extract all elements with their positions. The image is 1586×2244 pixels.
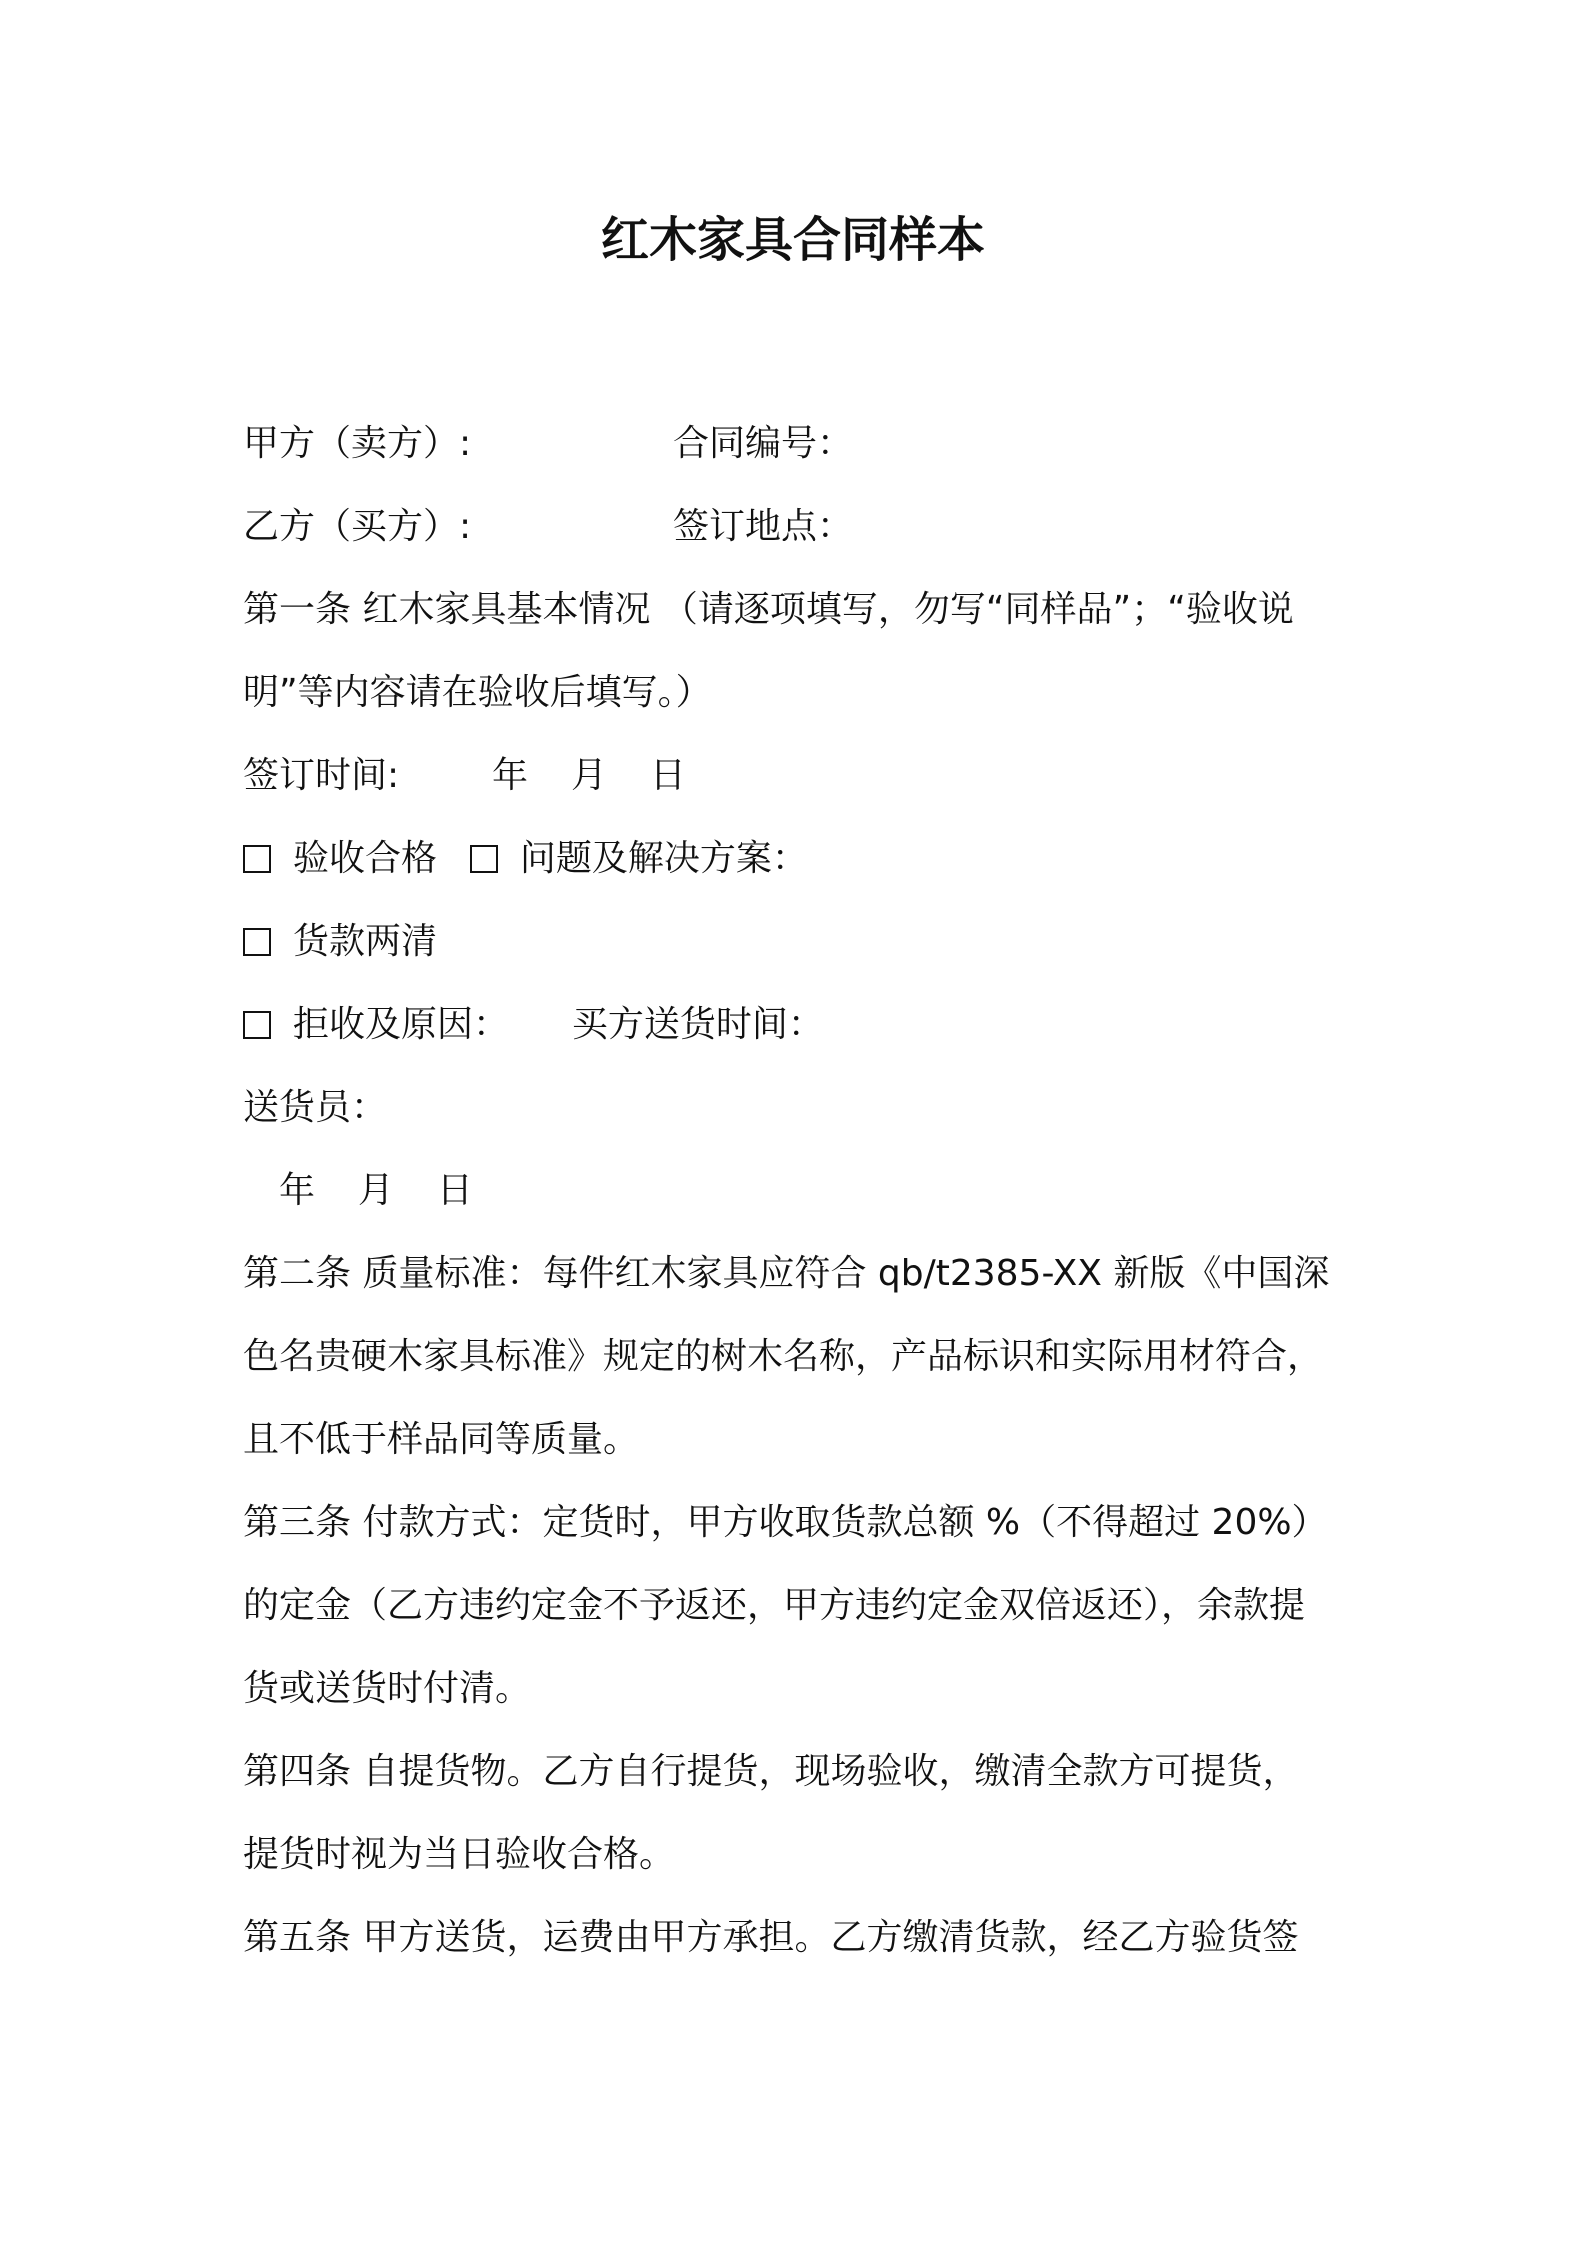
party-row-seller (243, 402, 1363, 485)
delivery-time-label: 买方送货时间： (571, 1004, 824, 1045)
buyer-label: 乙方（买方）: (243, 506, 472, 547)
check-pass-label: 验收合格 (293, 838, 438, 879)
article-5-line-1: 第五条 甲方送货，运费由甲方承担。乙方缴清货款，经乙方验货签 (243, 1917, 1299, 1958)
document-title: 红木家具合同样本 (600, 212, 985, 268)
delivery-date-row (243, 1149, 1363, 1232)
article-1-line-1: 第一条 红木家具基本情况 （请逐项填写，勿写“同样品”；“验收说 (243, 589, 1294, 630)
delivery-year: 年 (279, 1170, 316, 1211)
article-2-line-2: 色名贵硬木家具标准》规定的树木名称，产品标识和实际用材符合， (243, 1336, 1324, 1377)
party-row-buyer (243, 485, 1363, 568)
article-1-line-2: 明”等内容请在验收后填写。） (243, 672, 712, 713)
issue-checkbox[interactable] (470, 845, 498, 873)
check-row-2 (243, 900, 1363, 983)
sign-year: 年 (492, 755, 529, 796)
deliverer-label: 送货员： (243, 1087, 388, 1128)
paid-clear-label: 货款两清 (293, 921, 438, 962)
deliverer-row (243, 1066, 1363, 1149)
document-body (243, 402, 1363, 1979)
article-4-line-2: 提货时视为当日验收合格。 (243, 1834, 676, 1875)
check-row-1 (243, 817, 1363, 900)
check-row-3 (243, 983, 1363, 1066)
delivery-day: 日 (436, 1170, 473, 1211)
sign-time-label: 签订时间: (243, 755, 400, 796)
article-2-line-3: 且不低于样品同等质量。 (243, 1419, 640, 1460)
article-3-line-3: 货或送货时付清。 (243, 1668, 532, 1709)
check-pass-checkbox[interactable] (243, 845, 271, 873)
delivery-month: 月 (357, 1170, 394, 1211)
reject-checkbox[interactable] (243, 1011, 271, 1039)
contract-number-label: 合同编号： (673, 423, 854, 464)
reject-label: 拒收及原因： (293, 1004, 510, 1045)
seller-label: 甲方（卖方）: (243, 423, 472, 464)
article-3-line-1: 第三条 付款方式：定货时，甲方收取货款总额 %（不得超过 20%） (243, 1502, 1328, 1543)
article-2-line-1: 第二条 质量标准：每件红木家具应符合 qb/t2385-XX 新版《中国深 (243, 1253, 1330, 1294)
article-3-line-2: 的定金（乙方违约定金不予返还，甲方违约定金双倍返还），余款提 (243, 1585, 1306, 1626)
issue-label: 问题及解决方案： (519, 838, 808, 879)
signing-place-label: 签订地点： (673, 506, 854, 547)
sign-day: 日 (649, 755, 686, 796)
sign-month: 月 (570, 755, 607, 796)
article-4-line-1: 第四条 自提货物。乙方自行提货，现场验收，缴清全款方可提货， (243, 1751, 1299, 1792)
paid-clear-checkbox[interactable] (243, 928, 271, 956)
sign-time-row (243, 734, 1363, 817)
